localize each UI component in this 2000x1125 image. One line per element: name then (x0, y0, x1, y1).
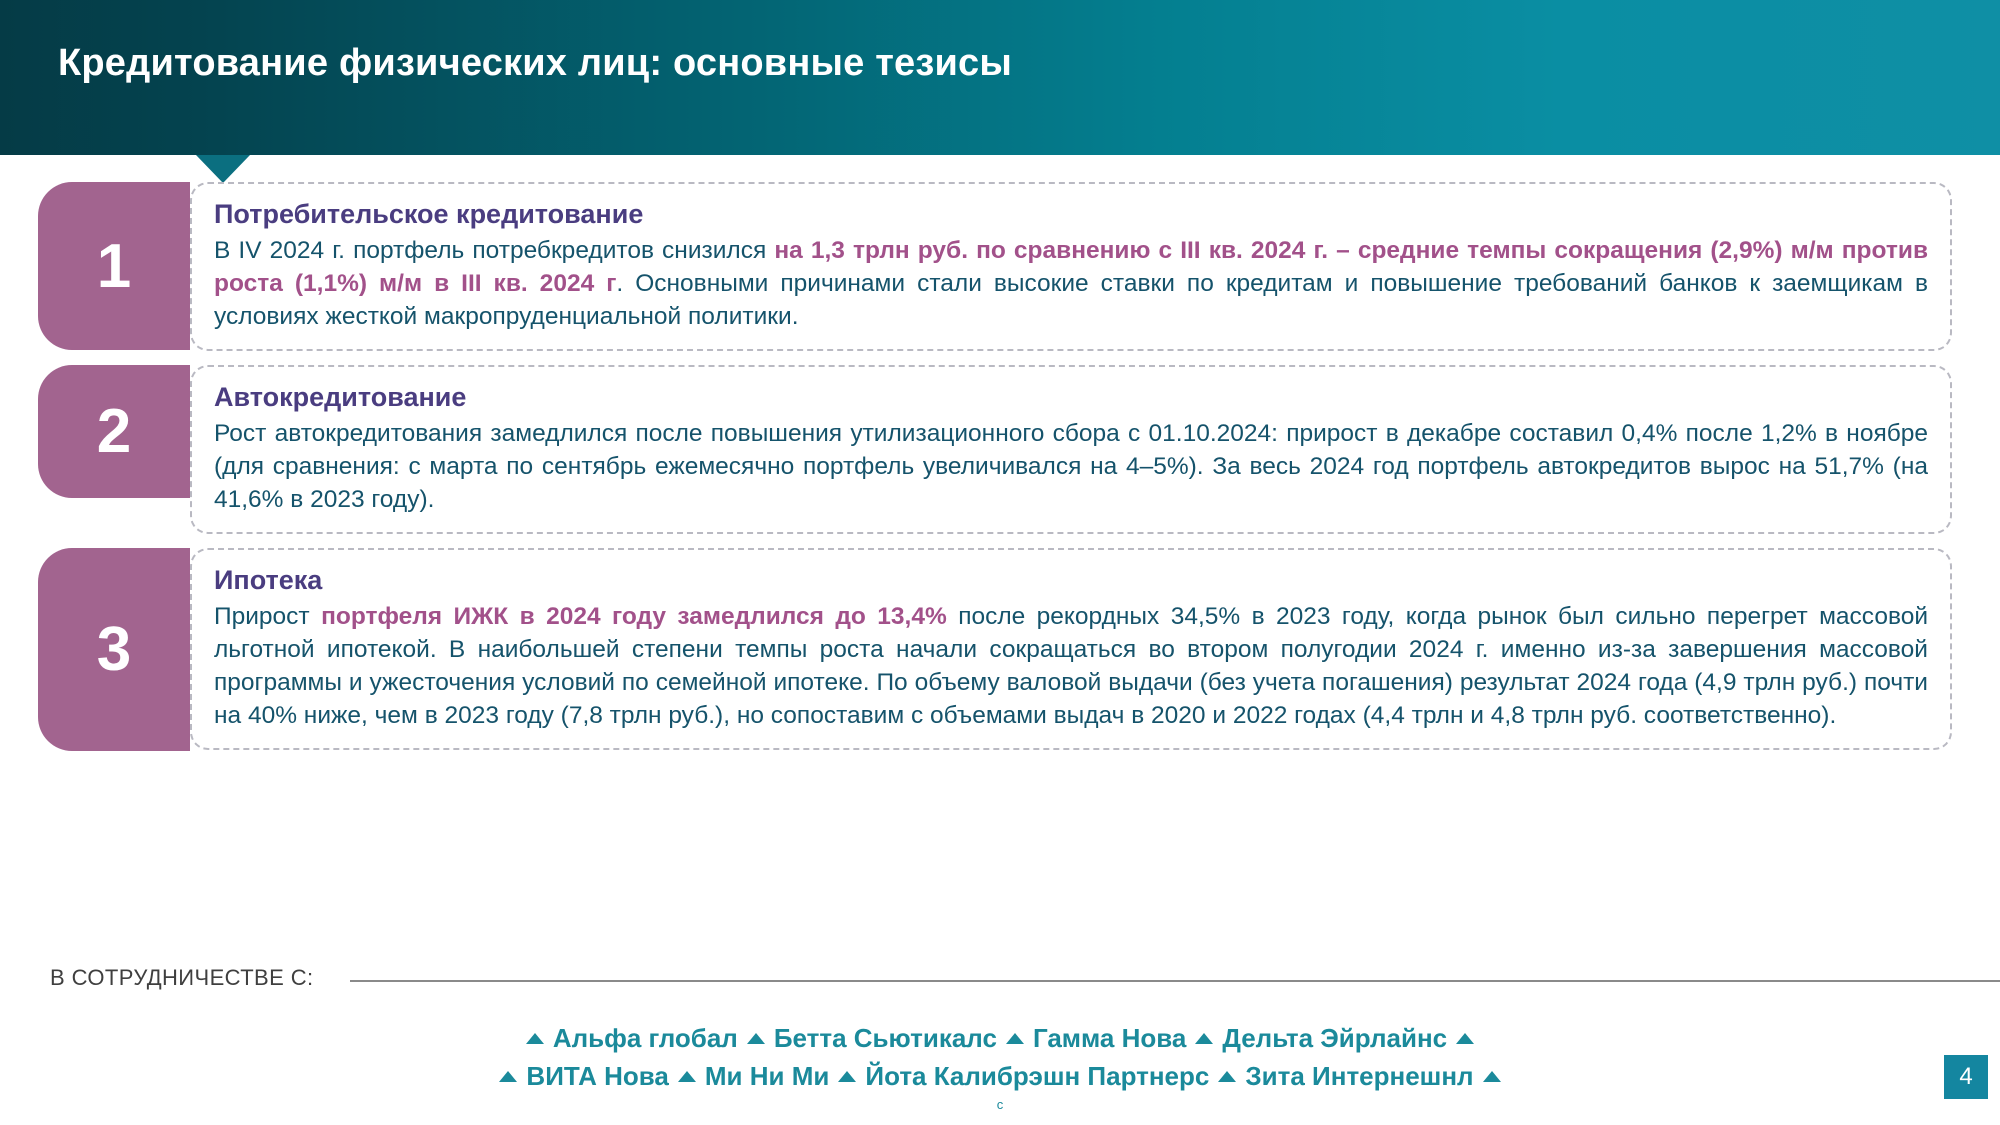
partner-triangle-icon (838, 1071, 856, 1082)
partner-name: Альфа глобал (552, 1023, 738, 1053)
thesis-item-3 (0, 548, 2000, 750)
partner-name: Гамма Нова (1032, 1023, 1187, 1053)
thesis-body-1-post: . Основными причинами стали высокие ставки по кредитам и повышение требований банков к заемщикам в условиях жесткой макропруденциальной политики. (214, 269, 1928, 330)
slide-header (0, 0, 2000, 155)
thesis-body-3 (214, 600, 1928, 732)
slide-footer (0, 965, 2000, 1112)
thesis-body-1-pre: В IV 2024 г. портфель потребкредитов снизился (214, 236, 775, 264)
cooperation-label: В СОТРУДНИЧЕСТВЕ С: (50, 965, 314, 990)
thesis-card-2 (190, 365, 1952, 534)
partner-name: Йота Калибрэшн Партнерс (865, 1060, 1210, 1091)
partner-triangle-icon (678, 1071, 696, 1082)
partner-name: Зита Интернешнл (1245, 1060, 1474, 1091)
partner-logos (0, 1020, 2000, 1095)
thesis-body-1-highlight: на 1,3 трлн руб. по сравнению с III кв. 2024 г. – средние темпы сокращения (2,9%) м/м против роста (1,1%) м/м в III кв. 2024 г (214, 236, 1929, 297)
thesis-body-2-pre: Рост автокредитования замедлился после повышения утилизационного сбора с 01.10.2024: прирост в декабре составил 0,4% после 1,2% в ноябре (для сравнения: с марта по сентябрь ежемесячно портфель увеличивался на 4–5%). За весь 2024 год портфель автокредитов вырос на 51,7% (на 41,6% в 2023 году). (214, 419, 1928, 513)
partner-name: ВИТА Нова (526, 1060, 669, 1091)
partner-name: Дельта Эйрлайнс (1222, 1023, 1448, 1053)
thesis-body-1 (214, 234, 1928, 333)
thesis-body-2 (214, 417, 1928, 516)
partner-triangle-icon (1218, 1071, 1236, 1082)
page-title: Кредитование физических лиц: основные тезисы (58, 42, 1013, 84)
partner-row-1 (0, 1020, 2000, 1058)
thesis-title-2: Автокредитование (214, 381, 467, 412)
thesis-card-3 (190, 548, 1952, 750)
cooperation-row (0, 965, 2000, 999)
partner-triangle-icon (1195, 1033, 1213, 1044)
thesis-body-3-pre: Прирост (214, 602, 322, 630)
thesis-title-3: Ипотека (214, 564, 323, 595)
cooperation-divider (350, 980, 2000, 982)
partner-triangle-icon (747, 1033, 765, 1044)
thesis-item-1 (0, 182, 2000, 351)
thesis-body-3-highlight: портфеля ИЖК в 2024 году замедлился до 13,4% (321, 602, 947, 630)
thesis-card-1 (190, 182, 1952, 351)
thesis-number-badge-3: 3 (38, 548, 190, 751)
partner-triangle-icon (1483, 1071, 1501, 1082)
partner-triangle-icon (1456, 1033, 1474, 1044)
partner-triangle-icon (1006, 1033, 1024, 1044)
thesis-title-1: Потребительское кредитование (214, 199, 644, 229)
thesis-number-badge-2: 2 (38, 365, 190, 498)
partner-triangle-icon (526, 1033, 544, 1044)
partner-name: Бетта Сьютикалс (773, 1023, 997, 1053)
partner-row-2 (0, 1058, 2000, 1096)
footnote-mark: с (996, 1097, 1004, 1112)
thesis-list (0, 182, 2000, 764)
partner-triangle-icon (499, 1071, 517, 1082)
page-number-badge: 4 (1944, 1055, 1988, 1099)
partner-name: Ми Ни Ми (704, 1060, 830, 1091)
thesis-number-badge-1: 1 (38, 182, 190, 350)
header-notch-triangle-icon (196, 155, 250, 183)
thesis-item-2 (0, 365, 2000, 534)
thesis-body-3-post: после рекордных 34,5% в 2023 году, когда рынок был сильно перегрет массовой льготной ипотекой. В наибольшей степени темпы роста начали сокращаться во втором полугодии 2024 г. именно из-за завершения массовой программы и ужесточения условий по семейной ипотеке. По объему валовой выдачи (без учета погашения) результат 2024 года (4,9 трлн руб.) почти на 40% ниже, чем в 2023 году (7,8 трлн руб.), но сопоставим с объемами выдач в 2020 и 2022 годах (4,4 трлн и 4,8 трлн руб. соответственно). (214, 602, 1929, 729)
